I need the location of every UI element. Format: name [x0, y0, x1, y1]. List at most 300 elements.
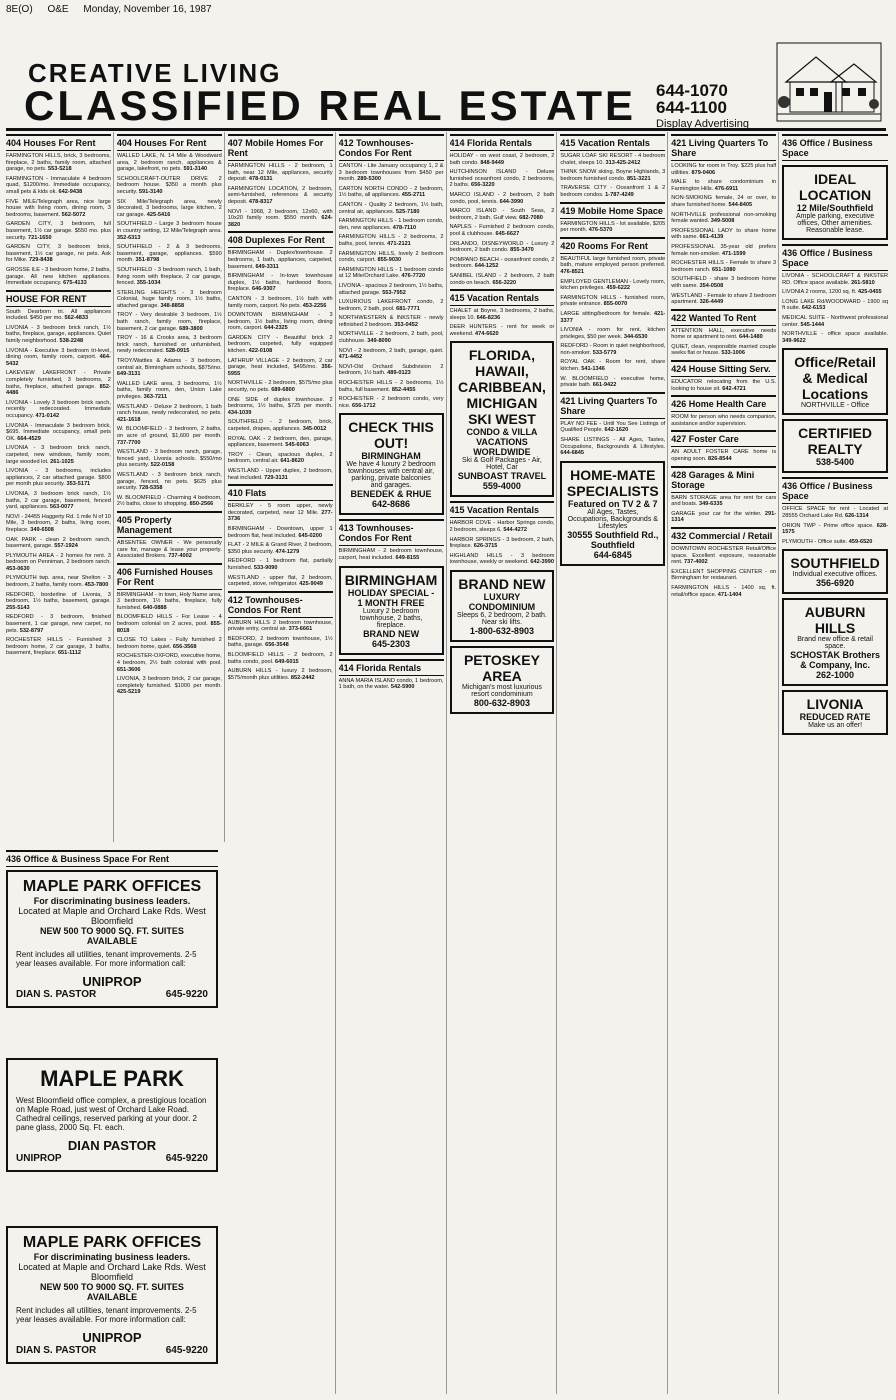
- classified-ad: [6, 445, 111, 465]
- classified-ad: [782, 289, 888, 296]
- box-phone: 642-8686: [372, 499, 411, 510]
- ad-phone: 291-1314: [671, 510, 777, 524]
- ad-text: NAPLES - Furnished 2 bedroom condo, pool & clubhouse.: [449, 224, 555, 237]
- ad-text: TROY - 16 & Crooks area, 3 bedroom brick ranch, furnished or unfurnished, newly redecorated.: [116, 335, 222, 355]
- classified-ad: [782, 299, 888, 312]
- ad-text: ORION TWP - Prime office space.: [782, 522, 874, 529]
- classified-ad: [560, 256, 665, 276]
- classified-ad: [228, 209, 333, 229]
- classified-ad: [6, 637, 111, 657]
- ad-text: LIVONIA, 3 bedroom brick ranch, 1½ baths, 2 car garage, basement, fenced yard, appliances.: [6, 490, 111, 511]
- classified-ad: [6, 468, 111, 488]
- ad-phone: 737-7700: [116, 439, 141, 446]
- classified-ad: [6, 553, 111, 573]
- ad-phone: 326-4449: [699, 299, 724, 306]
- house-illustration-icon: [776, 42, 882, 122]
- ad-phone: 682-7080: [519, 214, 543, 221]
- classified-ad: [782, 331, 888, 344]
- ad-phone: 656-3568: [172, 643, 197, 650]
- ad-phone: 425-5219: [116, 689, 141, 696]
- ad-contact: DIAN PASTOR: [67, 1138, 157, 1153]
- ad-phone: 689-3800: [179, 325, 203, 332]
- ad-text: FARMINGTON HILLS - 2 bedroom, 1 bath, near 12 Mile, appliances, security deposit.: [227, 163, 333, 183]
- section-heading: 419 Mobile Home Space: [560, 202, 665, 219]
- section-heading: 408 Duplexes For Rent: [228, 231, 333, 248]
- classified-ad: [671, 379, 776, 392]
- box-sm: Sleeps 6, 2 bedroom, 2 bath. Near ski lifts.: [456, 612, 547, 627]
- ad-phone: 453-7800: [84, 582, 109, 589]
- classified-ad: [560, 421, 665, 434]
- classified-ad: [782, 273, 888, 286]
- ad-text: BIRMINGHAM - in town, Holy Name area, 3 bedroom, 1½ baths, fireplace, fully furnished.: [116, 591, 222, 611]
- ad-phone: 261-5810: [851, 279, 875, 286]
- classified-ad: [339, 299, 444, 312]
- ad-text: PLYMOUTH twp. area, near Shelton - 3 bedroom, 2 baths, family room.: [6, 575, 111, 589]
- classified-ad: [671, 228, 776, 241]
- classified-ad: [228, 335, 333, 355]
- section-heading: 420 Rooms For Rent: [560, 237, 665, 254]
- ad-phone: 645-0200: [298, 532, 322, 539]
- ad-text: NORTHVILLE - 2 bedroom, $575/mo plus security, no pets.: [227, 380, 333, 394]
- ad-text: ANNA MARIA ISLAND condo, 1 bedroom, 1 bath, on the water.: [338, 677, 444, 691]
- box-contact: SUNBOAST TRAVEL: [457, 471, 547, 482]
- ad-phone: 646-9307: [252, 286, 276, 293]
- column-1: [6, 132, 114, 842]
- ad-text: LIVONIA - Immaculate 3 bedroom brick, $695. Immediate occupancy, small pets OK.: [6, 422, 111, 442]
- ad-contact-line: [16, 1153, 208, 1164]
- ad-company: UNIPROP: [82, 974, 142, 989]
- ad-phone: 355-1034: [136, 280, 161, 287]
- ad-text: FARMINGTON HILLS - 2 bedrooms, 2 baths, pool, tennis.: [338, 234, 444, 247]
- masthead-phones: [656, 82, 749, 133]
- classified-ad: [6, 348, 111, 368]
- ad-phone: 277-3736: [227, 509, 333, 523]
- classified-ad: [117, 312, 222, 332]
- ad-text: OFFICE SPACE for rent - Located at 28555 Orchard Lake Rd.: [782, 506, 888, 519]
- ad-sizes: NEW 500 TO 9000 SQ. FT. SUITES AVAILABLE: [40, 1282, 184, 1302]
- ad-phone: 344-6530: [623, 333, 648, 340]
- classified-ad: [560, 279, 665, 292]
- ad-phone: 664-4529: [17, 435, 41, 442]
- box-contact: SCHOSTAK Brothers & Company, Inc.: [790, 650, 880, 671]
- ad-text: MARCO ISLAND - 2 bedroom, 2 bath condo, pool, tennis.: [449, 191, 555, 205]
- ad-text: EDUCATOR relocating from the U.S. looking to house sit.: [671, 379, 777, 392]
- ad-body: Rent includes all utilities, tenant improvements. 2-5 year leases available. For more information call:: [16, 1306, 197, 1324]
- ad-phone: 422-0108: [248, 348, 273, 355]
- classified-ad: [339, 348, 444, 361]
- classified-ad: [228, 452, 333, 465]
- ad-text: WESTLAND - 3 bedroom ranch, garage, fenced yard, Livonia schools. $550/mo plus security.: [116, 449, 222, 469]
- classified-ad: [450, 208, 555, 221]
- ad-phone: 855-0070: [603, 301, 628, 308]
- ad-phone: 352-6313: [116, 234, 141, 241]
- classified-ad: [6, 221, 111, 241]
- ad-text: GARDEN CITY, 3 bedroom brick, basement, 1½ car garage, no pets. Ask for Mike.: [6, 244, 111, 264]
- ad-phone: 525-7180: [395, 208, 420, 215]
- display-ad-box: [782, 165, 888, 240]
- ad-text: HUTCHINSON ISLAND - Deluxe furnished oceanfront condo, 2 bedrooms, 2 baths.: [449, 169, 555, 189]
- ad-phone: 356-5955: [227, 364, 333, 377]
- paper-name: O&E: [47, 4, 69, 15]
- ad-text: FIVE MILE/Telegraph area, nice large house with living room, dining room, 3 bedrooms, basement.: [6, 198, 111, 218]
- classified-ad: [6, 514, 111, 534]
- ad-text: DOWNTOWN BIRMINGHAM - 3 bedroom, 1½ baths, living room, dining room, carport.: [227, 312, 333, 332]
- ad-phone: 855-9030: [377, 257, 402, 264]
- display-ad-box: [339, 413, 444, 515]
- classified-ad: [339, 267, 444, 280]
- ad-subtitle: For discriminating business leaders.: [33, 896, 191, 906]
- display-ad-box: [450, 341, 555, 497]
- section-heading: 421 Living Quarters To Share: [560, 392, 665, 419]
- classified-ad: [228, 419, 333, 432]
- ad-title: MAPLE PARK: [40, 1066, 184, 1091]
- ad-phone: 851-3221: [626, 175, 651, 182]
- box-sm: We have 4 luxury 2 bedroom townhouses with central air, parking, private balconies and garages.: [346, 461, 436, 490]
- ad-phone: 476-8521: [560, 268, 585, 275]
- ad-phone: 459-6520: [848, 538, 873, 545]
- ad-phone: 649-8155: [395, 555, 420, 561]
- ad-text: CANTON - Lite January occupancy 1, 2 & 3 bedroom townhouses from $450 per month.: [338, 163, 444, 183]
- column-3: [228, 132, 336, 1394]
- classified-ad: [339, 163, 444, 183]
- ad-text: W. BLOOMFIELD - executive home, private bath.: [560, 375, 666, 389]
- ad-phone: 353-0452: [394, 321, 418, 328]
- ad-phone: 681-7771: [396, 305, 420, 312]
- classified-ad: [6, 592, 111, 612]
- ad-phone: 850-2566: [189, 501, 214, 508]
- classified-ad: [117, 653, 222, 673]
- box-big: LIVONIA: [806, 696, 864, 713]
- ad-text: NOVI - 24455 Haggerty Rd. 1 mile N of 10 Mile, 3 bedroom, 2 baths, living room, fireplace.: [6, 513, 111, 533]
- display-ad-box: [782, 690, 888, 735]
- ad-contact-line: [16, 989, 208, 1000]
- classified-ad: [117, 244, 222, 264]
- ad-phone: 471-1404: [717, 591, 742, 598]
- section-heading: 422 Wanted To Rent: [671, 309, 776, 326]
- box-big: PETOSKEY AREA: [463, 652, 540, 685]
- classified-ad: [6, 370, 111, 396]
- ad-phone: 313-425-2412: [605, 159, 641, 166]
- box-big: IDEAL LOCATION: [799, 171, 872, 203]
- masthead-kicker: CREATIVE LIVING: [28, 58, 282, 88]
- section-heading: 406 Furnished Houses For Rent: [117, 563, 222, 590]
- classified-ad: [228, 668, 333, 681]
- ad-text: PROFESSIONAL LADY to share home with same.: [671, 227, 777, 241]
- column-6: [560, 132, 668, 1394]
- ad-phone: 1-787-4249: [605, 191, 634, 198]
- ad-phone: 476-5370: [588, 227, 613, 234]
- ad-text: LATHRUP VILLAGE - 2 bedroom, 2 car garage, heat included, $495/mo.: [227, 357, 333, 371]
- classified-ad: [450, 273, 555, 286]
- box-contact: BRAND NEW: [363, 628, 420, 639]
- ad-phone: 363-7211: [143, 394, 167, 400]
- classified-ad: [339, 380, 444, 393]
- ad-text: ROCHESTER - 2 bedroom condo, very nice.: [338, 396, 444, 409]
- ad-text: BIRMINGHAM - Duplex/townhouse. 2 bedrooms, 1 bath, appliances, carpeted, basement.: [227, 250, 333, 270]
- ad-text: TROY - Clean, spacious duplex, 2 bedroom, central air.: [227, 451, 333, 465]
- section-heading: 426 Home Health Care: [671, 395, 776, 412]
- ad-phone: 557-1924: [54, 543, 78, 550]
- section-heading: 413 Townhouses-Condos For Rent: [339, 519, 444, 546]
- ad-phone: 553-7952: [382, 289, 406, 296]
- box-big: FLORIDA, HAWAII, CARIBBEAN, MICHIGAN SKI WEST: [457, 347, 546, 428]
- ad-phone: 651-1112: [57, 650, 81, 657]
- classified-ad: [228, 636, 333, 649]
- classified-ad: [117, 426, 222, 446]
- ad-text: CARTON NORTH CONDO - 2 bedroom, 1½ baths, all appliances.: [338, 185, 444, 199]
- classified-ad: [6, 537, 111, 550]
- ad-phone: 626-1314: [844, 512, 869, 519]
- box-big: Office/Retail & Medical Locations: [794, 354, 876, 403]
- ad-phone: 434-1039: [227, 409, 252, 416]
- ad-phone: 642-6153: [801, 305, 826, 312]
- ad-text: NORTHVILLE - 2 bedroom, 2 bath, pool, clubhouse.: [338, 331, 444, 345]
- ad-title: MAPLE PARK OFFICES: [22, 1234, 202, 1251]
- classified-ad: [671, 293, 776, 306]
- section-heading: 436 Office / Business Space: [782, 134, 888, 161]
- ad-body: West Bloomfield office complex, a prestigious location on Maple Road, just west of Orchard Lake Road. Cathedral ceilings, reserved parking at your door. 2 pane glass, 2000 Sq. Ft. each.: [16, 1096, 207, 1132]
- ad-text: FARMINGTON HILLS - 1 bedroom condo, den, new appliances.: [338, 218, 444, 231]
- maple-park-offices-ad-3: [6, 1226, 218, 1364]
- ad-location: Located at Maple and Orchard Lake Rds. West Bloomfield: [18, 1262, 206, 1282]
- ad-phone: 562-4833: [64, 315, 89, 322]
- ad-text: GARDEN CITY - Beautiful brick 2 bedroom, carpeted, fully equipped kitchen.: [227, 334, 333, 355]
- ad-text: PLAY NO FEE - Until You See Listings of Qualified People.: [560, 420, 666, 434]
- box-big: AUBURN HILLS: [804, 604, 866, 637]
- ad-phone: 464-5432: [6, 354, 111, 367]
- display-ad-box: [782, 549, 888, 594]
- classified-ad: [6, 614, 111, 634]
- classified-ad: [450, 224, 555, 237]
- ad-phone: 644-1480: [739, 334, 763, 341]
- ad-phone: 349-8090: [367, 338, 391, 345]
- ad-phone: 645-9220: [165, 989, 208, 1000]
- ad-phone: 349-5008: [710, 218, 735, 225]
- box-big: HOME-MATE SPECIALISTS: [566, 466, 659, 499]
- box-mid: LUXURY CONDOMINIUM: [468, 592, 536, 613]
- ad-text: NORTHWESTERN & INKSTER - newly refinished 2 bedroom.: [338, 315, 444, 328]
- classified-ad: [671, 179, 776, 192]
- ad-phone: 533-1006: [721, 350, 745, 357]
- classified-ad: [782, 523, 888, 536]
- ad-text: BERKLEY - 5 room upper, newly decorated, carpeted, near 12 Mile.: [227, 503, 333, 516]
- classified-ad: [450, 153, 555, 166]
- ad-contact: DIAN S. PASTOR: [16, 1345, 97, 1356]
- ad-phone: 642-4721: [722, 385, 746, 392]
- classified-ad: [228, 397, 333, 417]
- ad-phone: 421-1618: [116, 416, 141, 423]
- classified-ad: [339, 186, 444, 199]
- classified-ad: [228, 273, 333, 293]
- section-heading: 415 Vacation Rentals: [450, 501, 555, 518]
- ad-phone: 855-8018: [116, 621, 222, 634]
- maple-park-offices-ad-1: [6, 870, 218, 1008]
- display-ad-box: [450, 646, 555, 714]
- ad-title: MAPLE PARK OFFICES: [22, 878, 202, 895]
- classified-ad: [228, 163, 333, 183]
- ad-text: SOUTHFIELD - share 3 bedroom home with same.: [671, 276, 777, 289]
- ad-phone: 656-3220: [470, 182, 495, 189]
- box-phone: 356-6920: [816, 578, 855, 589]
- ad-phone: 728-5358: [138, 485, 163, 492]
- section-heading-436: 436 Office & Business Space For Rent: [6, 850, 218, 867]
- classified-ad: [228, 620, 333, 633]
- ad-phone: 542-5900: [390, 684, 415, 691]
- ad-phone: 532-8797: [19, 627, 44, 634]
- ad-phone: 471-1599: [721, 250, 746, 257]
- box-big: BIRMINGHAM: [344, 571, 438, 588]
- classified-ad: [671, 569, 776, 582]
- box-sm: NORTHVILLE - Office: [800, 402, 870, 410]
- ad-phone: 354-0508: [699, 282, 724, 289]
- ad-phone: 649-3311: [255, 263, 279, 270]
- ad-text: LIVONIA - SCHOOLCRAFT & INKSTER RD. Office space available.: [782, 273, 888, 286]
- classified-ad: [6, 244, 111, 264]
- ad-phone: 879-0406: [691, 169, 716, 176]
- ad-text: BLOOMFIELD HILLS - 2 bedroom, 2 baths condo, pool.: [227, 652, 333, 665]
- ad-text: HARBOR SPRINGS - 3 bedroom, 2 bath, fireplace.: [449, 536, 555, 550]
- classified-ad: [6, 309, 111, 322]
- ad-phone: 651-3606: [116, 666, 141, 673]
- classified-ad: [671, 163, 776, 176]
- ad-text: REDFORD, borderline of Livonia, 3 bedroom, 1½ baths, basement, garage.: [6, 591, 111, 605]
- section-heading: 412 Townhouses-Condos For Rent: [339, 134, 444, 161]
- ad-phone: 852-4486: [6, 383, 111, 397]
- ad-phone: 563-0077: [49, 504, 74, 511]
- ad-phone: 642-3990: [530, 559, 554, 566]
- classified-ad: [671, 244, 776, 257]
- classified-ad: [117, 449, 222, 469]
- ad-text: LIVONIA - 3 bedroom brick ranch, 1½ baths, fireplace, garage, appliances. Quiet family neighborhood.: [6, 324, 111, 345]
- ad-text: REDFORD - Room in quiet neighborhood, non-smoker.: [560, 343, 666, 356]
- ad-text: WALLED LAKE, N. 14 Mile & Woodward area, 2 bedroom ranch, appliances & garage, lakefront, no pets.: [116, 153, 222, 173]
- section-heading: 412 Townhouses-Condos For Rent: [228, 591, 333, 618]
- section-heading: 428 Garages & Mini Storage: [671, 466, 776, 493]
- ad-phone: 649-6015: [275, 658, 299, 665]
- ad-phone: 848-9449: [480, 159, 504, 166]
- ad-text: LIVONIA 2 rooms, 1200 sq. ft.: [782, 289, 857, 296]
- classified-ad: [671, 585, 776, 598]
- ad-phone: 661-9422: [592, 382, 617, 389]
- classified-ad: [117, 381, 222, 401]
- classified-ad: [560, 437, 665, 457]
- classified-ad: [560, 221, 665, 234]
- ad-text: NON-SMOKING female, 24 or over, to share furnished home.: [671, 195, 777, 208]
- ad-text: LARGE sitting/bedroom for female.: [560, 310, 652, 317]
- ad-text: AUBURN HILLS - luxury 2 bedroom, $575/month plus utilities.: [227, 668, 333, 681]
- ad-phone: 478-0131: [248, 176, 273, 183]
- classified-ad: [450, 169, 555, 189]
- classified-ad: [117, 335, 222, 355]
- classified-ad: [117, 495, 222, 508]
- ad-phone: 721-1650: [27, 234, 52, 241]
- ad-phone: 349-6508: [30, 526, 54, 533]
- ad-phone: 641-8620: [280, 458, 304, 465]
- column-7: [671, 132, 779, 1394]
- ad-text: FARMINGTON HILLS - furnished room, private entrance.: [560, 294, 666, 308]
- classified-ad: [671, 511, 776, 524]
- section-heading: 436 Office / Business Space: [782, 477, 888, 504]
- classified-ad: [117, 153, 222, 173]
- classified-ad: [339, 251, 444, 264]
- ad-phone: 345-0012: [302, 426, 327, 432]
- classified-ad: [671, 195, 776, 208]
- ad-text: ATTENTION HALL, executive needs home or apartment to rent.: [671, 327, 777, 341]
- ad-text: HOLIDAY - on west coast, 2 bedroom, 2 bath condo.: [449, 153, 555, 166]
- classified-ad: [6, 176, 111, 196]
- classified-ad: [339, 283, 444, 296]
- classified-ad: [782, 315, 888, 328]
- section-heading: 436 Office / Business Space: [782, 244, 888, 271]
- box-sm: All Ages, Tastes, Occupations, Backgrounds & Lifestyles: [567, 508, 658, 530]
- classified-ad: [6, 199, 111, 219]
- ad-phone: 373-6661: [288, 626, 313, 633]
- ad-text: GARDEN CITY, 3 bedroom, full basement, 1½ car garage. $550 mo. plus security.: [6, 221, 111, 241]
- ad-text: MEDICAL SUITE - Northwest professional center.: [782, 314, 888, 328]
- ad-text: EXCELLENT SHOPPING CENTER - on Birmingham for restaurant.: [671, 568, 777, 582]
- ad-text: QUIET, clean, responsible married couple seeks flat or house.: [671, 343, 777, 357]
- ad-sizes: NEW 500 TO 9000 SQ. FT. SUITES AVAILABLE: [40, 926, 184, 946]
- ad-phone: 729-8438: [29, 257, 53, 264]
- ad-company: UNIPROP: [82, 1330, 142, 1345]
- classified-ad: [228, 575, 333, 588]
- ad-phone: 591-3140: [138, 188, 163, 195]
- ad-text: BLOOMFIELD HILLS - For Lease - 4 bedroom colonial on 2 acres, pool.: [116, 614, 222, 628]
- ad-contact-line: [16, 1345, 208, 1356]
- section-heading: 427 Foster Care: [671, 430, 776, 447]
- box-phone: 644-6845: [593, 549, 632, 560]
- ad-text: SHARE LISTINGS - All Ages, Tastes, Occupations, Backgrounds & Lifestyles.: [560, 437, 666, 450]
- classified-ad: [117, 290, 222, 310]
- box-phone: 1-800-632-8903: [469, 626, 534, 637]
- column-5: [450, 132, 558, 1394]
- box-phone: 262-1000: [816, 670, 855, 681]
- maple-park-ad-2: [6, 1058, 218, 1172]
- ad-text: EMPLOYED GENTLEMAN - Lovely room, kitchen privileges.: [560, 278, 666, 292]
- ad-phone: 533-9090: [253, 564, 278, 571]
- ad-phone: 645-6627: [495, 230, 520, 237]
- ad-text: HIGHLAND HILLS - 3 bedroom townhouse, weekly or weekend.: [449, 552, 555, 566]
- section-heading: 421 Living Quarters To Share: [671, 134, 776, 161]
- ad-text: NORTHVILLE professional non-smoking female wanted.: [671, 211, 777, 225]
- ad-phone: 852-4455: [391, 386, 416, 393]
- classified-ad: [671, 212, 776, 225]
- ad-phone: 349-6335: [698, 501, 723, 508]
- ad-phone: 545-6063: [285, 442, 309, 449]
- ad-text: FLAT - 2 MILE & Grand River, 2 bedroom, $350 plus security.: [227, 542, 333, 555]
- display-ad-box: [782, 598, 888, 686]
- ad-phone: 349-9622: [782, 337, 806, 344]
- ad-text: ABSENTEE OWNER - We personally care for, manage & lease your property. Associated Brokers.: [116, 539, 222, 560]
- ad-contact: DIAN S. PASTOR: [16, 989, 97, 1000]
- box-mid: 12 Mile/Southfield: [796, 203, 874, 213]
- ad-text: NOVI-Old Orchard Subdivision 2 bedroom, 1½ bath.: [338, 363, 444, 377]
- classified-ad: [450, 192, 555, 205]
- ad-phone: 642-1620: [604, 427, 629, 434]
- ad-text: WESTLAND - Deluxe 2 bedroom, 1 bath ranch house, newly redecorated, no pets.: [116, 403, 222, 417]
- ad-text: FARMINGTON HILLS - 1400 sq. ft. retail/office space.: [671, 584, 777, 598]
- ad-phone: 642-9438: [58, 188, 83, 195]
- classified-ad: [117, 404, 222, 424]
- classified-ad: [6, 153, 111, 173]
- classified-ad: [228, 542, 333, 555]
- display-ad-box: [560, 461, 665, 566]
- section-heading: 405 Property Management: [117, 511, 222, 538]
- ad-phone: 455-2711: [401, 192, 426, 199]
- ad-text: HARBOR COVE - Harbor Springs condo, 2 bedroom, sleeps 6.: [449, 520, 555, 534]
- ad-phone: 649-3131: [116, 371, 141, 378]
- ad-phone: 471-2121: [387, 240, 411, 247]
